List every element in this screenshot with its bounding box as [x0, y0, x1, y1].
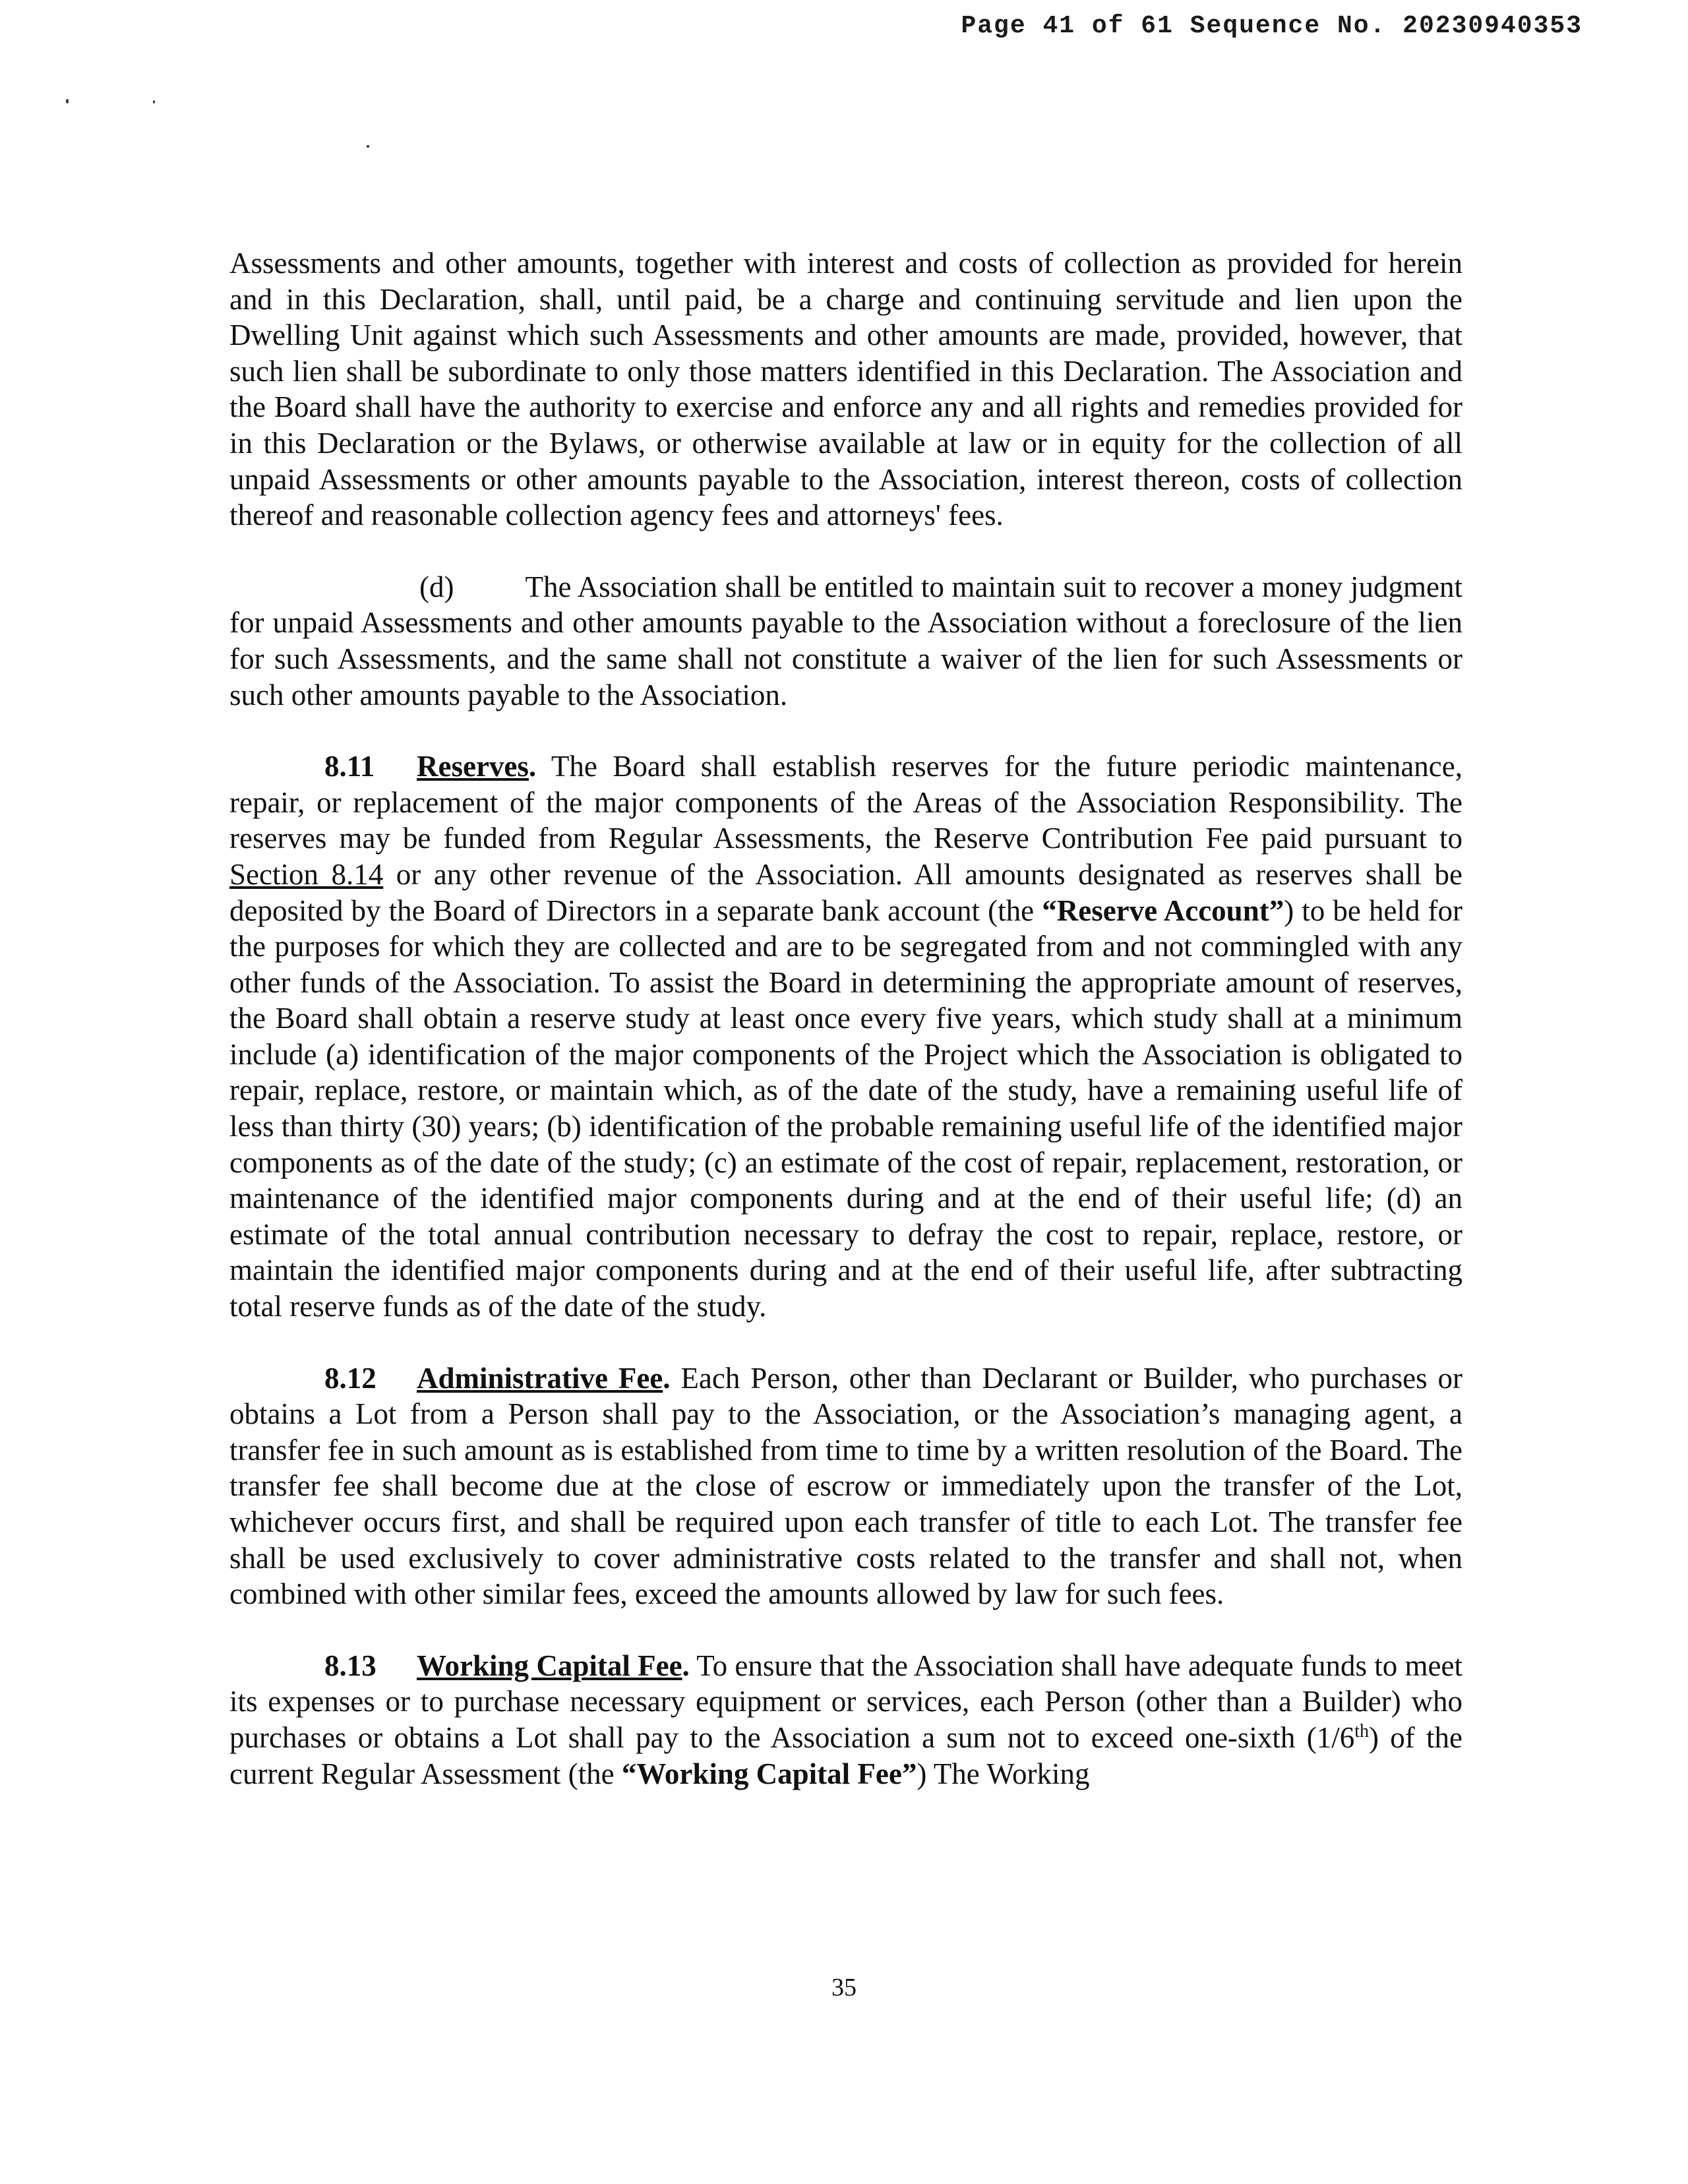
- section-title-punct: .: [663, 1361, 671, 1395]
- section-cross-reference: Section 8.14: [229, 857, 384, 891]
- scan-speck: [66, 99, 69, 104]
- section-text: or any other revenue of the Association. All amounts designated as reserves shall be deposited by the Board of Directors in a separate bank account (the: [229, 857, 1462, 927]
- section-title: Working Capital Fee: [417, 1649, 682, 1682]
- section-text: ) The Working: [917, 1757, 1090, 1790]
- paragraph-subsection-d: [229, 569, 1462, 713]
- section-text: ) to be held for the purposes for which they are collected and are to be segregated from and not commingled with any other funds of the Association. To assist the Board in determining the appropriate amount of reserves, the Board shall obtain a reserve study at least once every five years, which study shall at a minimum include (a) identification of the major components of the Project which the Association is obligated to repair, replace, restore, or maintain which, as of the date of the study, have a remaining useful life of less than thirty (30) years; (b) identification of the probable remaining useful life of the identified major components as of the date of the study; (c) an estimate of the cost of repair, replacement, restoration, or maintenance of the identified major components during and at the end of their useful life; (d) an estimate of the total annual contribution necessary to defray the cost to repair, replace, restore, or maintain the identified major components during and at the end of their useful life, after subtracting total reserve funds as of the date of the study.: [229, 894, 1463, 1323]
- section-8-12: [229, 1360, 1462, 1612]
- document-body: [229, 245, 1462, 1827]
- scan-speck: [367, 145, 369, 148]
- defined-term: “Working Capital Fee”: [621, 1757, 917, 1790]
- section-number: 8.12: [324, 1361, 377, 1395]
- defined-term: “Reserve Account”: [1042, 894, 1284, 927]
- page-sequence-stamp: Page 41 of 61 Sequence No. 20230940353: [961, 12, 1582, 40]
- subsection-text: The Association shall be entitled to maintain suit to recover a money judgment for unpaid Assessments and other amounts payable to the Association without a foreclosure of the lien for such Assessments, and the same shall not constitute a waiver of the lien for such Assessments or such other amounts payable to the Association.: [229, 570, 1462, 712]
- section-8-11: [229, 748, 1462, 1325]
- section-text: To ensure that the Association shall have adequate funds to meet its expenses or to purchase necessary equipment or services, each Person (other than a Builder) who purchases or obtains a Lot shall pay to the Association a sum not to exceed one-sixth (1/6: [229, 1649, 1463, 1754]
- scan-speck: [153, 100, 155, 104]
- paragraph-lien: Assessments and other amounts, together with interest and costs of collection as provided for herein and in this Declaration, shall, until paid, be a charge and continuing servitude and lien upon the Dwelling Unit against which such Assessments and other amounts are made, provided, however, that such lien shall be subordinate to only those matters identified in this Declaration. The Association and the Board shall have the authority to exercise and enforce any and all rights and remedies provided for in this Declaration or the Bylaws, or otherwise available at law or in equity for the collection of all unpaid Assessments or other amounts payable to the Association, interest thereon, costs of collection thereof and reasonable collection agency fees and attorneys' fees.: [229, 247, 1462, 532]
- subsection-label: (d): [419, 570, 454, 603]
- section-text: The Board shall establish reserves for the future periodic maintenance, repair, or replacement of the major components of the Areas of the Association Responsibility. The reserves may be funded from Regular Assessments, the Reserve Contribution Fee paid pursuant to: [229, 750, 1463, 855]
- section-title-punct: .: [682, 1649, 690, 1682]
- section-number: 8.11: [324, 750, 375, 783]
- section-8-13: [229, 1648, 1462, 1792]
- section-title: Reserves: [417, 750, 529, 783]
- page-number: 35: [831, 1974, 857, 2001]
- section-text: ) of the current Regular Assessment (the: [229, 1720, 1462, 1790]
- ordinal-superscript: th: [1354, 1720, 1369, 1742]
- section-text: Each Person, other than Declarant or Builder, who purchases or obtains a Lot from a Person shall pay to the Association, or the Association’s managing agent, a transfer fee in such amount as is established from time to time by a written resolution of the Board. The transfer fee shall become due at the close of escrow or immediately upon the transfer of the Lot, whichever occurs first, and shall be required upon each transfer of title to each Lot. The transfer fee shall be used exclusively to cover administrative costs related to the transfer and shall not, when combined with other similar fees, exceed the amounts allowed by law for such fees.: [229, 1361, 1463, 1611]
- section-title-punct: .: [528, 750, 537, 783]
- section-number: 8.13: [324, 1649, 377, 1682]
- section-title: Administrative Fee: [417, 1361, 663, 1395]
